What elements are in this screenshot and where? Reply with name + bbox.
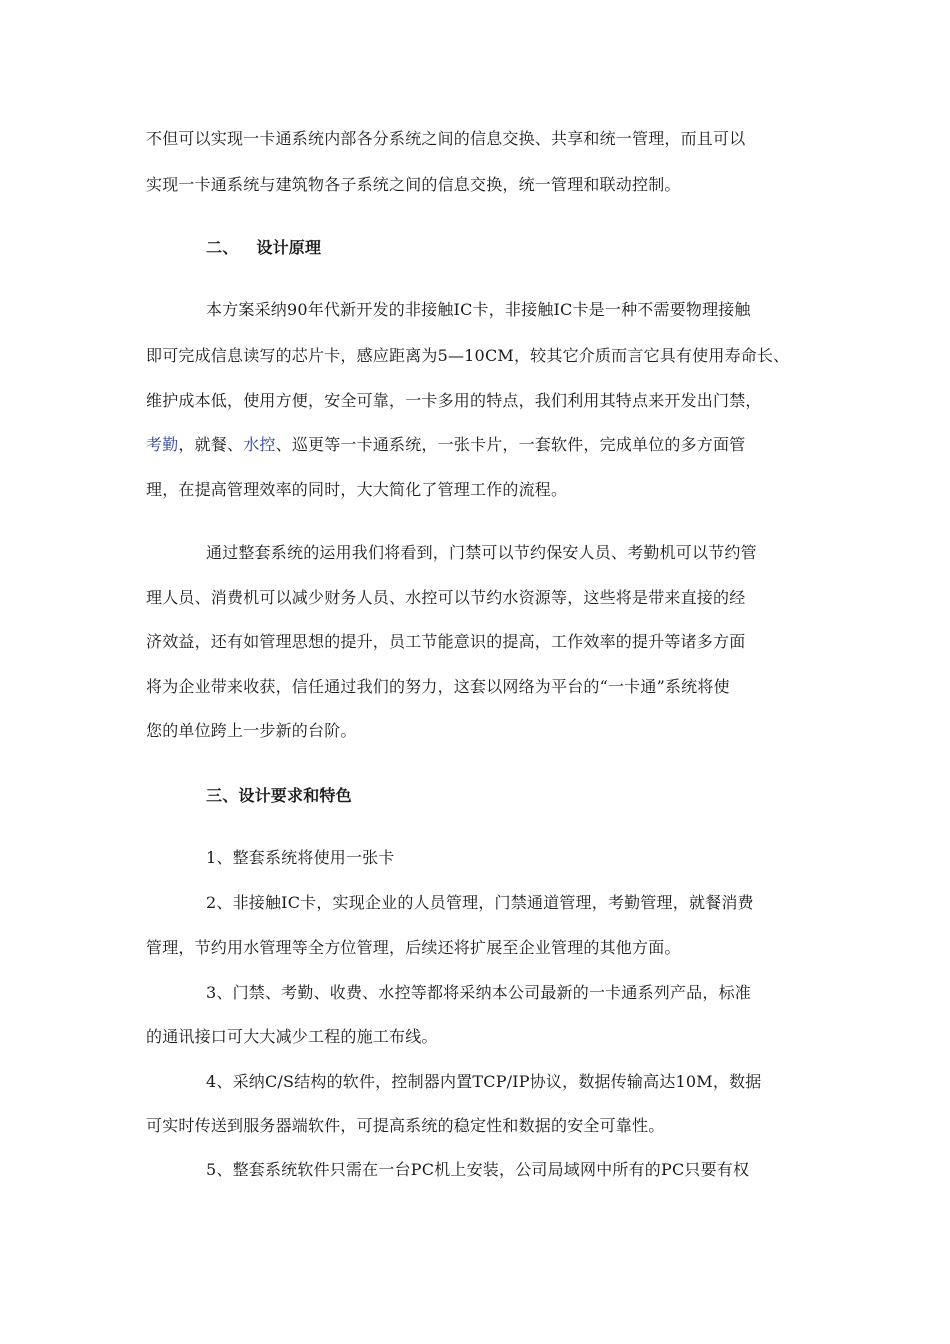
list-item: 1、整套系统将使用一张卡 — [206, 848, 395, 867]
link-attendance[interactable]: 考勤 — [146, 435, 179, 454]
list-item: 2、非接触IC卡，实现企业的人员管理，门禁通道管理，考勤管理，就餐消费 — [206, 893, 754, 912]
text-span: ，就餐、 — [178, 435, 244, 454]
section-title: 设计原理 — [256, 238, 322, 257]
list-item: 5、整套系统软件只需在一台PC机上安装，公司局域网中所有的PC只要有权 — [206, 1160, 750, 1179]
paragraph-line: 实现一卡通系统与建筑物各子系统之间的信息交换，统一管理和联动控制。 — [146, 175, 681, 194]
list-item-continuation: 可实时传送到服务器端软件，可提高系统的稳定性和数据的安全可靠性。 — [146, 1116, 665, 1135]
section-number: 二、 — [206, 238, 239, 257]
list-item-continuation: 的通讯接口可大大减少工程的施工布线。 — [146, 1027, 438, 1046]
paragraph-line: 理人员、消费机可以减少财务人员、水控可以节约水资源等，这些将是带来直接的经 — [146, 588, 746, 607]
paragraph-line — [146, 434, 745, 456]
list-item-continuation: 管理，节约用水管理等全方位管理，后续还将扩展至企业管理的其他方面。 — [146, 938, 681, 957]
paragraph-line: 即可完成信息读写的芯片卡，感应距离为5—10CM，较其它介质而言它具有使用寿命长、 — [146, 346, 790, 365]
section-heading-3: 三、设计要求和特色 — [206, 786, 352, 805]
paragraph-line: 通过整套系统的运用我们将看到，门禁可以节约保安人员、考勤机可以节约管 — [206, 543, 757, 562]
paragraph-line: 济效益，还有如管理思想的提升，员工节能意识的提高，工作效率的提升等诸多方面 — [146, 632, 746, 651]
paragraph-line: 理，在提高管理效率的同时，大大简化了管理工作的流程。 — [146, 480, 568, 499]
paragraph-line: 本方案采纳90年代新开发的非接触IC卡，非接触IC卡是一种不需要物理接触 — [206, 300, 751, 319]
list-item: 4、采纳C/S结构的软件，控制器内置TCP/IP协议，数据传输高达10M，数据 — [206, 1072, 762, 1091]
link-water-control[interactable]: 水控 — [243, 435, 276, 454]
list-item: 3、门禁、考勤、收费、水控等都将采纳本公司最新的一卡通系列产品，标准 — [206, 983, 751, 1002]
paragraph-line: 不但可以实现一卡通系统内部各分系统之间的信息交换、共享和统一管理，而且可以 — [146, 129, 746, 148]
paragraph-line: 维护成本低，使用方便，安全可靠，一卡多用的特点，我们利用其特点来开发出门禁， — [146, 391, 762, 410]
text-span: 、巡更等一卡通系统，一张卡片，一套软件，完成单位的多方面管 — [275, 435, 746, 454]
paragraph-line: 将为企业带来收获，信任通过我们的努力，这套以网络为平台的“一卡通”系统将使 — [146, 677, 730, 696]
section-heading-2 — [206, 237, 321, 259]
paragraph-line: 您的单位跨上一步新的台阶。 — [146, 721, 357, 740]
